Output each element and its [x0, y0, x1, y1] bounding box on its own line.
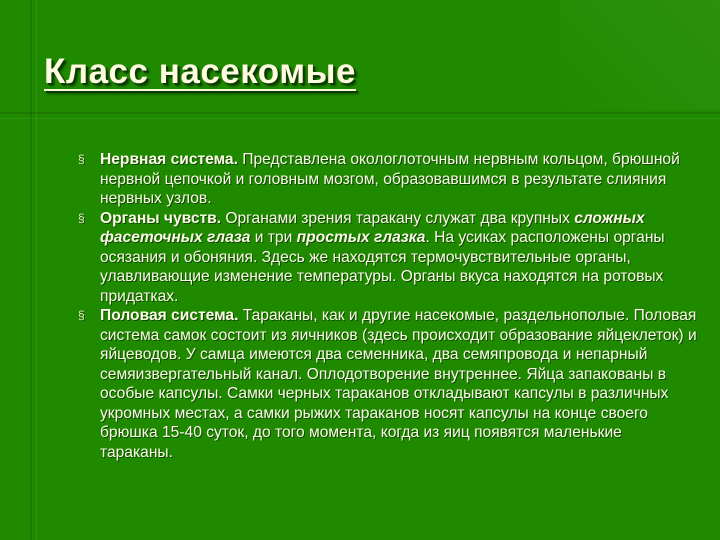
bullet-text: и три	[250, 229, 297, 246]
decorative-line	[30, 0, 32, 540]
section-sign-icon: §	[78, 152, 85, 166]
section-sign-icon: §	[78, 308, 85, 322]
slide-content	[78, 150, 698, 535]
bullet-term: Половая система.	[100, 307, 239, 324]
bullet-term: Нервная система.	[100, 151, 238, 168]
slide-title: Класс насекомые	[44, 52, 356, 91]
decorative-line	[0, 112, 720, 114]
decorative-line	[0, 118, 720, 119]
bullet-reproductive-system	[78, 306, 698, 462]
bullet-text: Представлена окологлоточным нервным кольцом, брюшной нервной цепочкой и головным мозгом, образовавшимся в результате слияния нервных узлов.	[100, 151, 680, 207]
decorative-line	[36, 0, 37, 540]
bullet-term: Органы чувств.	[100, 209, 222, 227]
section-sign-icon: §	[78, 210, 85, 225]
bullet-sense-organs	[78, 209, 698, 307]
bullet-text: . На усиках расположены органы осязания и обоняния. Здесь же находятся термочувствительные органы, улавливающие изменение температуры. Органы вкуса находятся на ротовых придатках.	[100, 229, 665, 305]
emphasis-text: простых глазка	[296, 229, 426, 246]
bullet-text: Органами зрения таракану служат два крупных	[221, 209, 575, 227]
bullet-nervous-system	[78, 150, 698, 209]
bullet-text: Тараканы, как и другие насекомые, раздельнополые. Половая система самок состоит из яичников (здесь происходит образование яйцеклеток) и яйцеводов. У самца имеются два семенника, два семяпровода и непарный семяизвергательный канал. Оплодотворение внутреннее. Яйца запакованы в особые капсулы. Самки черных тараканов откладывают капсулы в различных укромных местах, а самки рыжих тараканов носят капсулы на конце своего брюшка 15-40 суток, до того момента, когда из яиц появятся маленькие тараканы.	[100, 307, 697, 461]
emphasis-text: сложных фасеточных глаза	[100, 209, 645, 246]
decorative-gradient	[560, 0, 720, 110]
